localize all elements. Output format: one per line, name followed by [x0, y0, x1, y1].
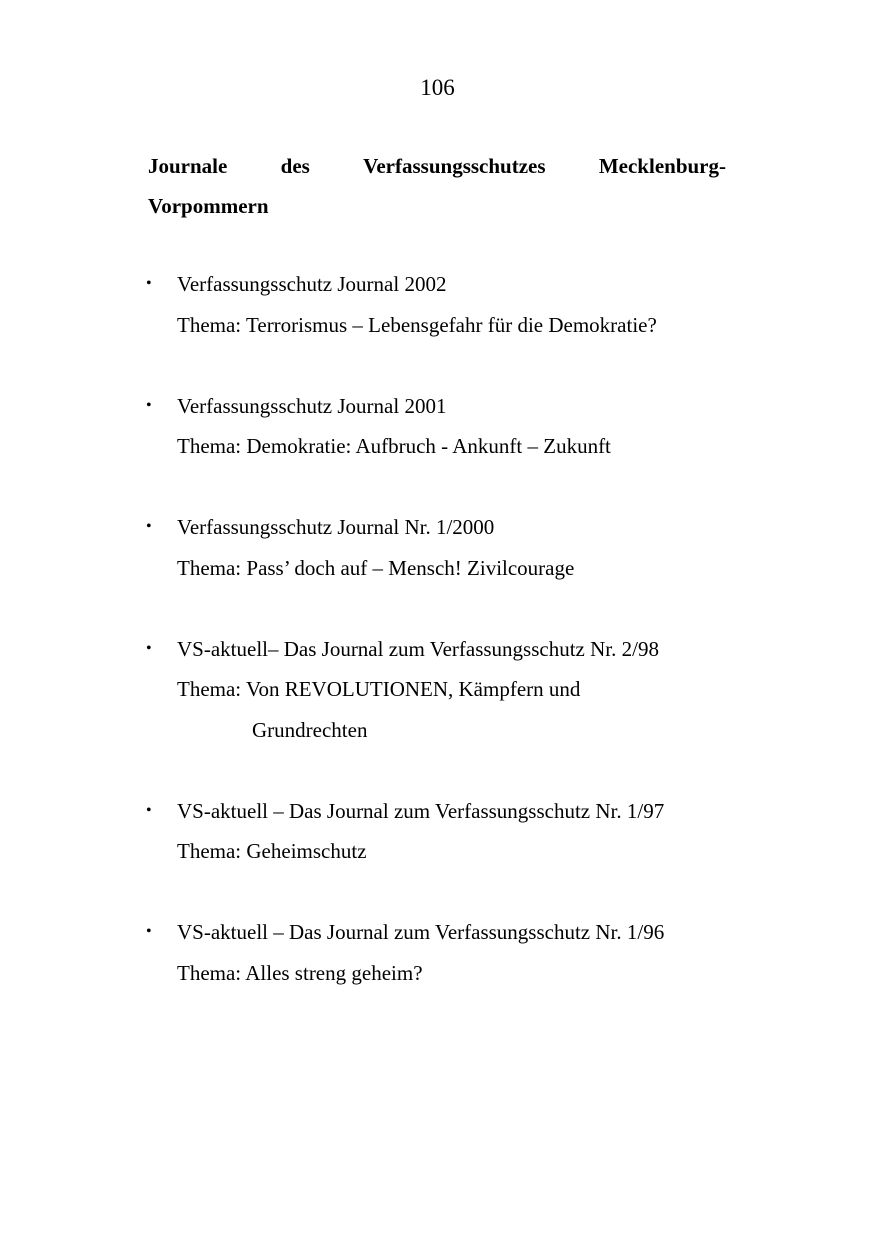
journal-theme: Thema: Alles streng geheim? — [177, 960, 423, 985]
journal-title: VS-aktuell – Das Journal zum Verfassungsschutz Nr. 1/97 — [177, 798, 665, 823]
journal-theme: Thema: Geheimschutz — [177, 839, 367, 863]
journal-theme: Thema: Terrorismus – Lebensgefahr für die Demokratie? — [177, 312, 657, 337]
heading-word: Mecklenburg- — [598, 154, 726, 178]
heading-word: Journale — [148, 154, 228, 178]
list-item — [146, 264, 766, 345]
journal-title: Verfassungsschutz Journal 2001 — [177, 393, 447, 418]
journal-list — [146, 264, 766, 1034]
journal-theme: Thema: Von REVOLUTIONEN, Kämpfern und — [177, 677, 581, 701]
section-heading-line-2: Vorpommern — [148, 194, 269, 218]
bullet-icon: • — [146, 518, 152, 535]
journal-theme: Thema: Demokratie: Aufbruch - Ankunft – Zukunft — [177, 434, 611, 458]
bullet-icon: • — [146, 801, 152, 819]
heading-word: Verfassungsschutzes — [363, 154, 546, 178]
section-heading — [148, 146, 726, 226]
list-item — [146, 386, 766, 467]
journal-title: Verfassungsschutz Journal Nr. 1/2000 — [177, 515, 495, 539]
journal-theme: Thema: Pass’ doch auf – Mensch! Zivilcourage — [177, 555, 575, 580]
list-item — [146, 629, 766, 751]
journal-title: VS-aktuell– Das Journal zum Verfassungsschutz Nr. 2/98 — [177, 636, 659, 661]
bullet-icon: • — [146, 639, 152, 657]
journal-title: VS-aktuell – Das Journal zum Verfassungsschutz Nr. 1/96 — [177, 920, 665, 944]
list-item — [146, 912, 766, 993]
bullet-icon: • — [146, 396, 152, 414]
page-number: 106 — [420, 75, 455, 100]
list-item — [146, 507, 766, 588]
journal-title: Verfassungsschutz Journal 2002 — [177, 272, 447, 296]
list-item — [146, 791, 766, 872]
journal-theme-continued: Grundrechten — [252, 717, 368, 742]
bullet-icon: • — [146, 923, 152, 940]
heading-word: des — [280, 154, 310, 178]
section-heading-line-1 — [148, 146, 726, 186]
bullet-icon: • — [146, 275, 152, 292]
